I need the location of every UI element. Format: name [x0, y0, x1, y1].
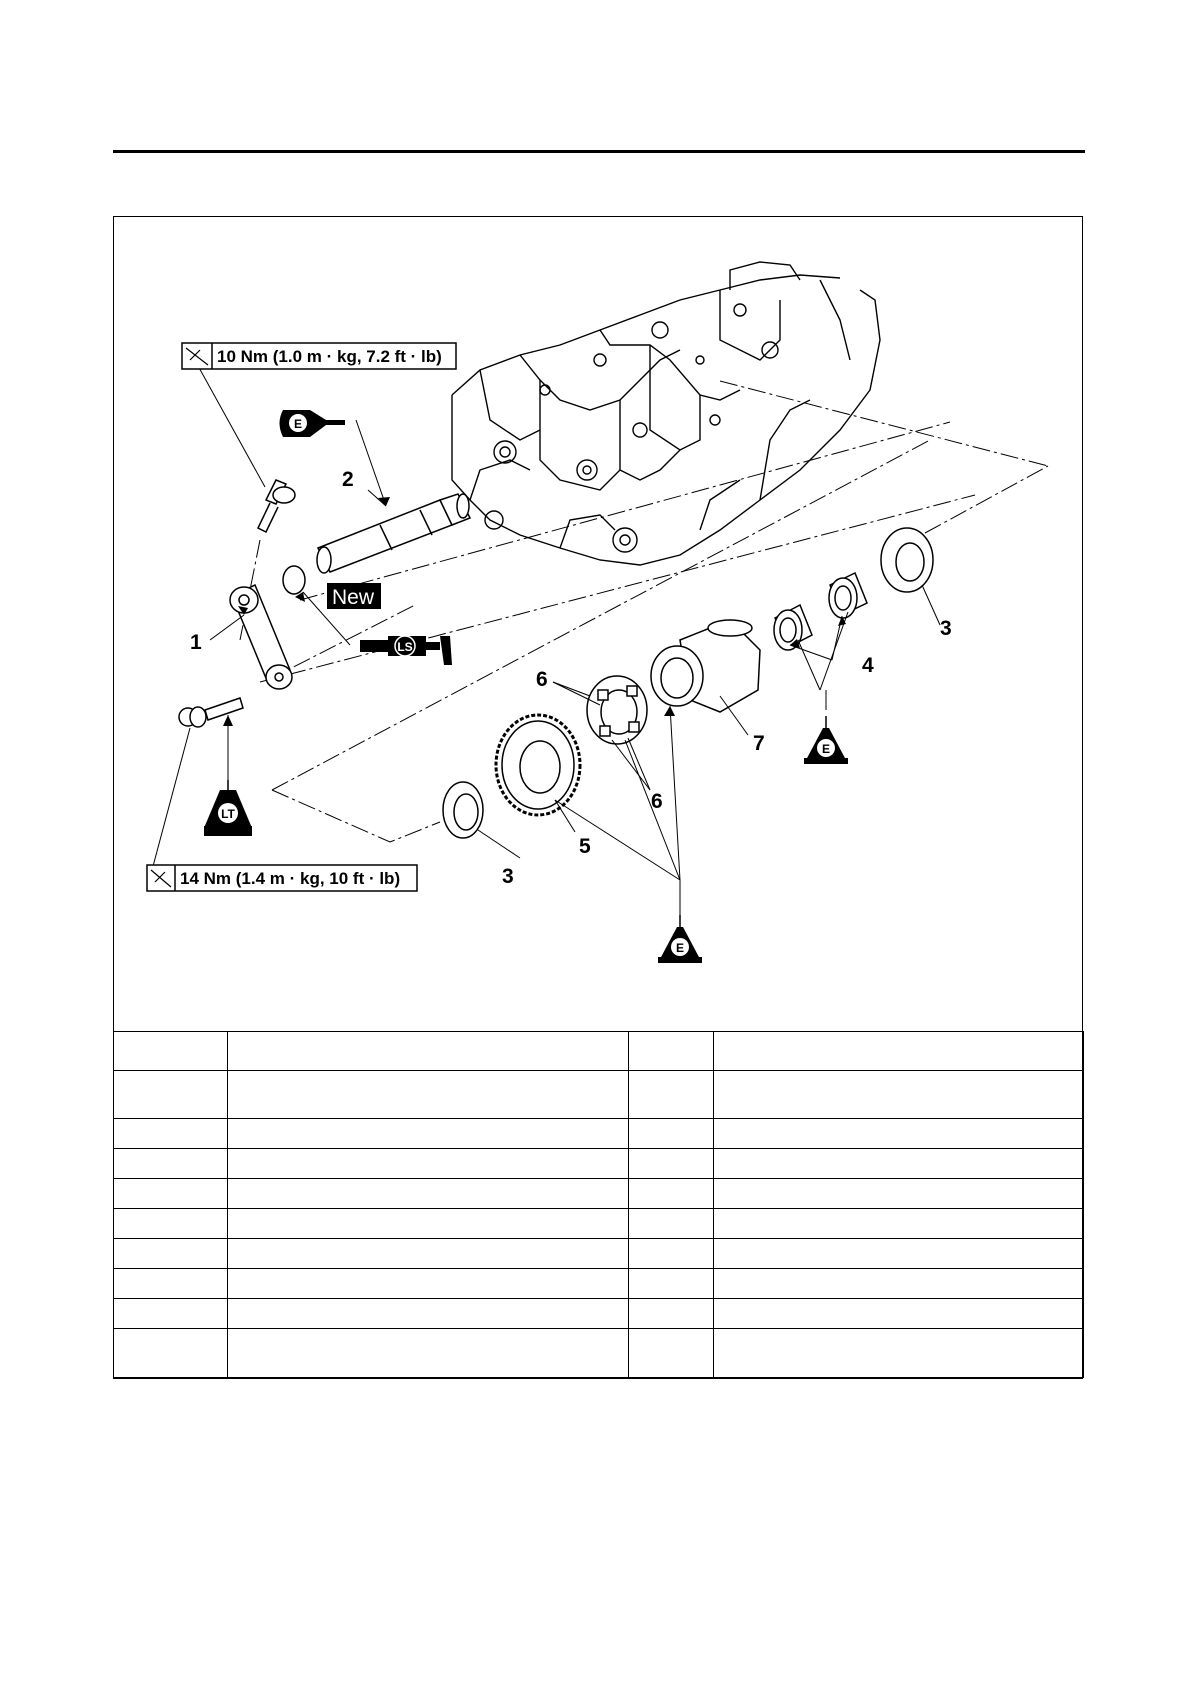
table-cell — [114, 1239, 228, 1269]
callout-6-lower: 6 — [651, 790, 663, 813]
table-cell — [114, 1032, 228, 1071]
bolt-lower — [179, 698, 243, 727]
crankcase-drawing — [452, 262, 880, 565]
torque-lower-label: 14 Nm (1.4 m · kg, 10 ft · lb) — [180, 869, 401, 888]
table-cell — [629, 1179, 714, 1209]
roller-set — [587, 676, 647, 744]
shaft-part — [317, 494, 470, 573]
table-cell — [114, 1149, 228, 1179]
table-cell — [228, 1299, 629, 1329]
svg-text:LT: LT — [221, 807, 235, 821]
callout-5: 5 — [579, 835, 591, 858]
table-row — [114, 1299, 1084, 1329]
locktite-icon — [204, 780, 252, 836]
callout-1: 1 — [190, 631, 202, 654]
engine-oil-icon — [280, 410, 346, 437]
washer-right — [881, 528, 933, 592]
table-cell — [714, 1329, 1084, 1378]
table-cell — [228, 1329, 629, 1378]
table-cell — [114, 1329, 228, 1378]
table-row — [114, 1209, 1084, 1239]
table-row — [114, 1119, 1084, 1149]
svg-text:E: E — [821, 742, 831, 756]
table-cell — [228, 1149, 629, 1179]
gear-part — [496, 715, 580, 815]
table-cell — [228, 1179, 629, 1209]
table-cell — [629, 1329, 714, 1378]
table-cell — [114, 1179, 228, 1209]
callout-7: 7 — [753, 732, 765, 755]
table-cell — [629, 1032, 714, 1071]
table-cell — [114, 1209, 228, 1239]
table-cell — [714, 1239, 1084, 1269]
assembly-lines — [240, 381, 1048, 842]
table-cell — [714, 1119, 1084, 1149]
callout-6-upper: 6 — [536, 668, 548, 691]
table-cell — [714, 1269, 1084, 1299]
table-cell — [714, 1071, 1084, 1119]
callout-4: 4 — [862, 654, 874, 677]
torque-box-lower — [147, 865, 417, 891]
table-cell — [114, 1269, 228, 1299]
clutch-housing — [651, 620, 760, 712]
table-cell — [228, 1032, 629, 1071]
svg-text:E: E — [293, 417, 303, 431]
table-cell — [114, 1071, 228, 1119]
new-badge — [327, 583, 381, 609]
table-cell — [629, 1209, 714, 1239]
table-row — [114, 1329, 1084, 1378]
table-cell — [714, 1032, 1084, 1071]
table-cell — [228, 1071, 629, 1119]
table-cell — [629, 1149, 714, 1179]
table-row — [114, 1269, 1084, 1299]
torque-upper-label: 10 Nm (1.0 m · kg, 7.2 ft · lb) — [217, 347, 442, 366]
table-row — [114, 1239, 1084, 1269]
table-cell — [714, 1149, 1084, 1179]
bolt-upper — [258, 480, 295, 532]
svg-text:LS: LS — [397, 640, 413, 654]
table-cell — [629, 1299, 714, 1329]
table-cell — [629, 1239, 714, 1269]
table-cell — [629, 1269, 714, 1299]
svg-text:E: E — [675, 941, 685, 955]
table-cell — [228, 1209, 629, 1239]
table-row — [114, 1071, 1084, 1119]
lithium-soap-grease-icon — [360, 636, 452, 665]
engine-oil-icon — [804, 716, 848, 764]
table-cell — [114, 1119, 228, 1149]
callout-2: 2 — [342, 468, 354, 491]
table-cell — [629, 1071, 714, 1119]
table-cell — [114, 1299, 228, 1329]
parts-table — [113, 1031, 1084, 1378]
table-row — [114, 1032, 1084, 1071]
table-cell — [629, 1119, 714, 1149]
callout-3-right: 3 — [940, 617, 952, 640]
table-row — [114, 1149, 1084, 1179]
table-cell — [228, 1239, 629, 1269]
callout-3-left: 3 — [502, 865, 514, 888]
table-cell — [714, 1179, 1084, 1209]
washer-left — [443, 782, 483, 838]
table-cell — [228, 1119, 629, 1149]
needle-bearings — [774, 573, 867, 650]
lever-part — [230, 585, 292, 689]
table-cell — [714, 1299, 1084, 1329]
o-ring-part — [283, 566, 305, 594]
engine-oil-icon — [658, 915, 702, 963]
table-row — [114, 1179, 1084, 1209]
table-cell — [714, 1209, 1084, 1239]
new-label: New — [332, 586, 375, 609]
torque-box-upper — [182, 343, 456, 369]
table-cell — [228, 1269, 629, 1299]
